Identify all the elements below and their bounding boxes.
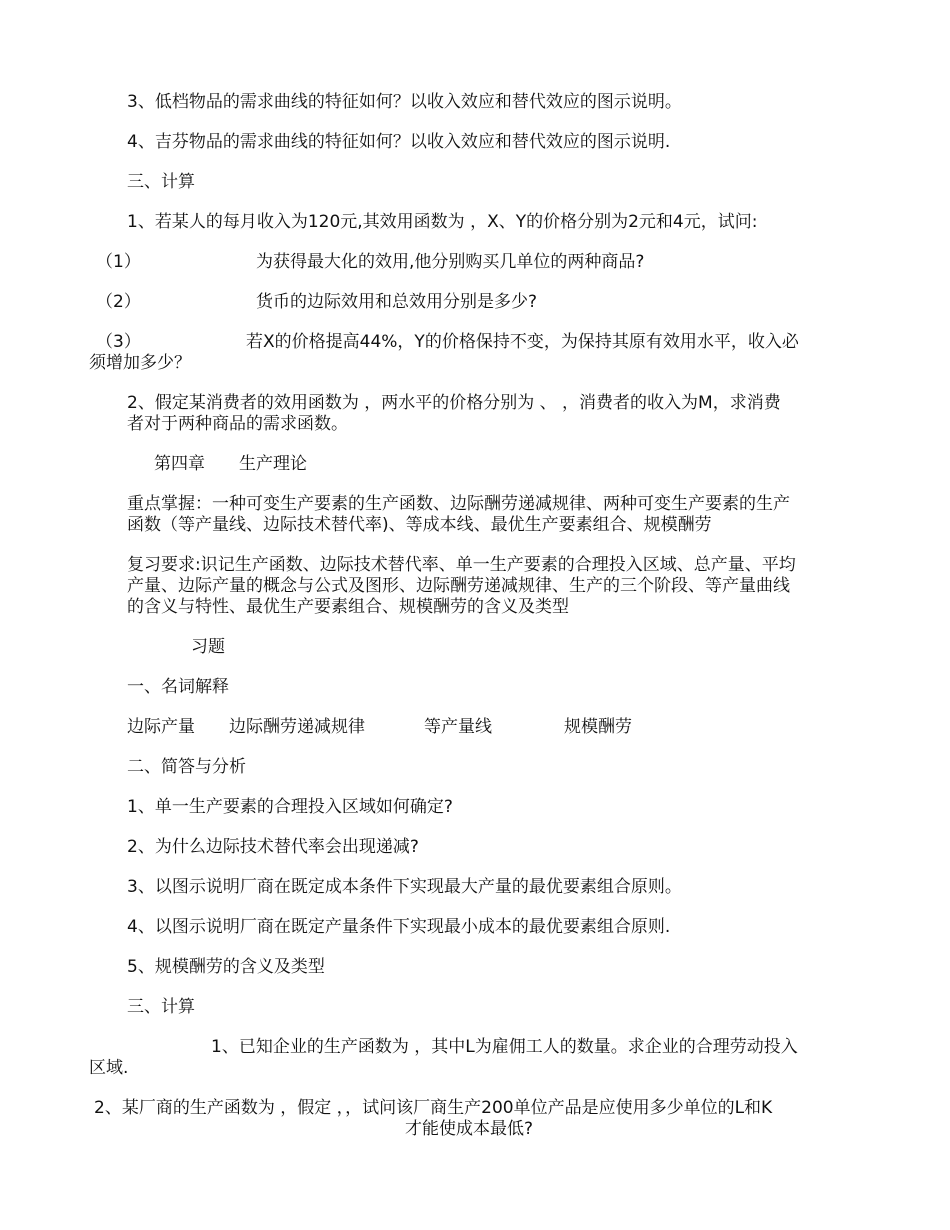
term-returns-to-scale: 规模酬劳: [564, 717, 632, 737]
short-answer-2: 2、为什么边际技术替代率会出现递减?: [127, 837, 419, 857]
calc-question-1: 1、若某人的每月收入为120元,其效用函数为 ，X、Y的价格分别为2元和4元，试问:: [127, 212, 758, 232]
sub-question-3-number: （3）: [96, 332, 141, 352]
production-calc-2: 2、某厂商的生产函数为 ，假定 ，，试问该厂商生产200单位产品是应使用多少单位的L和K: [94, 1098, 773, 1118]
section-heading-calculation-2: 三、计算: [127, 997, 195, 1017]
exercises-heading: 习题: [191, 637, 225, 657]
review-requirements-line-3: 的含义与特性、最优生产要素组合、规模酬劳的含义及类型: [127, 597, 569, 617]
review-requirements-line-1: 复习要求:识记生产函数、边际技术替代率、单一生产要素的合理投入区域、总产量、平均: [127, 555, 796, 575]
sub-question-3-text-continued: 须增加多少？: [89, 353, 191, 373]
short-answer-4: 4、以图示说明厂商在既定产量条件下实现最小成本的最优要素组合原则.: [127, 917, 671, 937]
production-calc-1: 1、已知企业的生产函数为 ，其中L为雇佣工人的数量。求企业的合理劳动投入: [211, 1037, 798, 1057]
short-answer-1: 1、单一生产要素的合理投入区域如何确定?: [127, 797, 453, 817]
sub-question-2-text: 货币的边际效用和总效用分别是多少?: [256, 292, 538, 312]
chapter-number: 第四章: [154, 454, 205, 474]
calc-question-2: 2、假定某消费者的效用函数为 ，两水平的价格分别为 、 ，消费者的收入为M，求消费: [127, 393, 781, 413]
term-marginal-product: 边际产量: [127, 717, 195, 737]
sub-question-1-number: （1）: [96, 252, 141, 272]
production-calc-2-continued: 才能使成本最低?: [405, 1119, 534, 1139]
term-isoquant: 等产量线: [424, 717, 492, 737]
key-points-line-1: 重点掌握：一种可变生产要素的生产函数、边际酬劳递减规律、两种可变生产要素的生产: [127, 494, 790, 514]
section-heading-terms: 一、名词解释: [127, 677, 229, 697]
review-requirements-line-2: 产量、边际产量的概念与公式及图形、边际酬劳递减规律、生产的三个阶段、等产量曲线: [127, 576, 790, 596]
section-heading-calculation: 三、计算: [127, 172, 195, 192]
term-diminishing-returns: 边际酬劳递减规律: [229, 717, 365, 737]
section-heading-short-answer: 二、简答与分析: [127, 757, 246, 777]
short-answer-5: 5、规模酬劳的含义及类型: [127, 957, 325, 977]
sub-question-1-text: 为获得最大化的效用,他分别购买几单位的两种商品?: [256, 252, 645, 272]
calc-question-2-continued: 者对于两种商品的需求函数。: [127, 414, 348, 434]
sub-question-3-text: 若X的价格提高44%，Y的价格保持不变，为保持其原有效用水平，收入必: [246, 332, 799, 352]
question-3-inferior-goods: 3、低档物品的需求曲线的特征如何？以收入效应和替代效应的图示说明。: [127, 92, 682, 112]
key-points-line-2: 函数（等产量线、边际技术替代率)、等成本线、最优生产要素组合、规模酬劳: [127, 515, 712, 535]
chapter-title: 生产理论: [239, 454, 307, 474]
production-calc-1-continued: 区域.: [89, 1058, 129, 1078]
sub-question-2-number: （2）: [96, 292, 141, 312]
short-answer-3: 3、以图示说明厂商在既定成本条件下实现最大产量的最优要素组合原则。: [127, 877, 682, 897]
question-4-giffen-goods: 4、吉芬物品的需求曲线的特征如何？以收入效应和替代效应的图示说明.: [127, 132, 671, 152]
